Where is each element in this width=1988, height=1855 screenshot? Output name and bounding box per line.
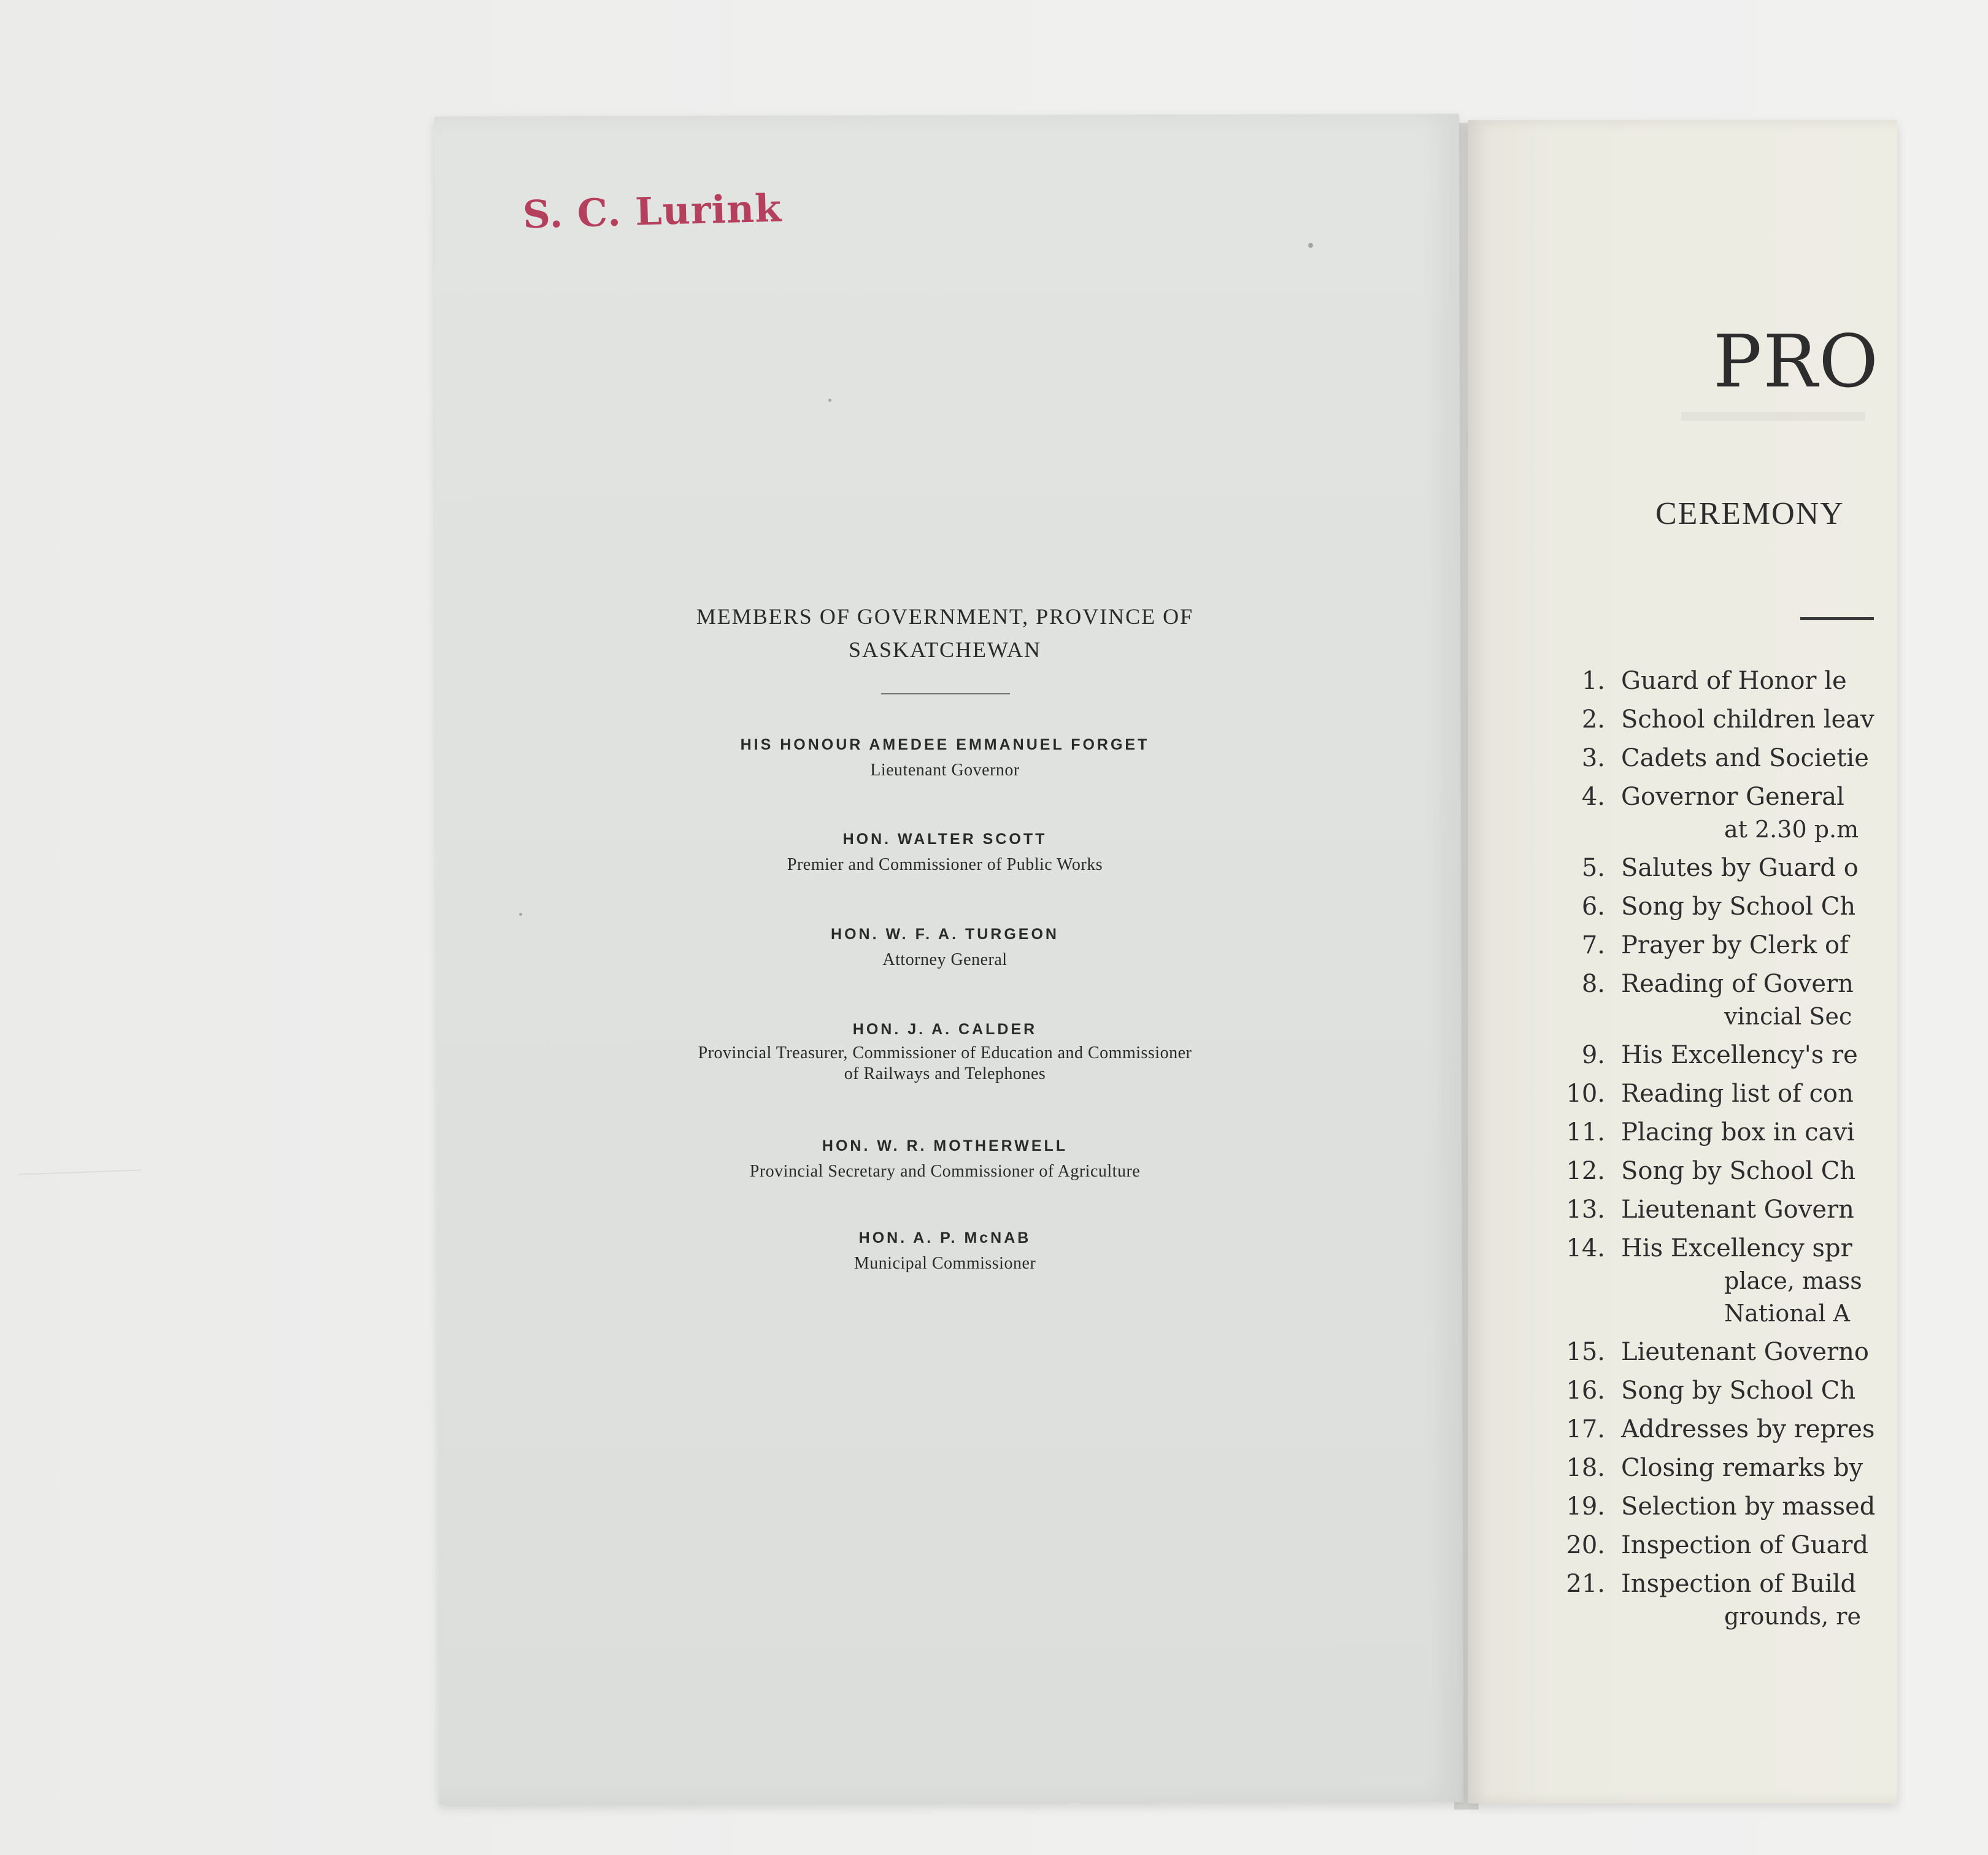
programme-item-number: 12. bbox=[1566, 1157, 1605, 1185]
member-name: HON. W. R. MOTHERWELL bbox=[822, 1137, 1068, 1154]
programme-item-number: 10. bbox=[1566, 1080, 1605, 1108]
programme-list bbox=[1558, 664, 1988, 1638]
ceremony-divider bbox=[1800, 617, 1874, 620]
programme-item-number: 18. bbox=[1566, 1454, 1605, 1482]
programme-item bbox=[1558, 851, 1988, 885]
programme-item-text: Placing box in cavi bbox=[1621, 1118, 1855, 1146]
programme-item-text: Reading list of con bbox=[1621, 1080, 1854, 1108]
programme-item bbox=[1558, 889, 1988, 924]
programme-item-continued: National A bbox=[1724, 1300, 1851, 1327]
programme-item-number: 15. bbox=[1566, 1338, 1605, 1366]
paper-speck bbox=[1308, 243, 1313, 248]
programme-item-number: 3. bbox=[1581, 744, 1605, 772]
ceremony-heading: CEREMONY bbox=[1655, 496, 1844, 531]
programme-item-number: 8. bbox=[1581, 970, 1605, 998]
programme-item-number: 1. bbox=[1581, 667, 1605, 695]
member-name: HON. WALTER SCOTT bbox=[842, 831, 1047, 848]
government-title bbox=[644, 600, 1246, 666]
programme-item bbox=[1558, 1567, 1988, 1634]
member-role-continued: of Railways and Telephones bbox=[844, 1064, 1046, 1083]
government-title-line2: SASKATCHEWAN bbox=[848, 637, 1042, 662]
member-role: Provincial Secretary and Commissioner of Agriculture bbox=[749, 1162, 1141, 1181]
programme-item-text: Inspection of Build bbox=[1621, 1570, 1857, 1598]
member-entry bbox=[626, 828, 1264, 876]
government-title-line1: MEMBERS OF GOVERNMENT, PROVINCE OF bbox=[696, 604, 1194, 629]
programme-item-number: 20. bbox=[1566, 1531, 1605, 1559]
programme-item-number: 7. bbox=[1581, 931, 1605, 959]
programme-item-text: Governor General bbox=[1621, 783, 1844, 811]
programme-item-number: 19. bbox=[1566, 1492, 1605, 1521]
member-role: Provincial Treasurer, Commissioner of Education and Commissioner bbox=[698, 1043, 1192, 1062]
programme-item bbox=[1558, 664, 1988, 698]
programme-item bbox=[1558, 702, 1988, 737]
programme-item bbox=[1558, 967, 1988, 1034]
member-name: HON. A. P. McNAB bbox=[858, 1229, 1031, 1246]
programme-item-number: 21. bbox=[1566, 1570, 1605, 1598]
member-role: Lieutenant Governor bbox=[870, 761, 1020, 780]
programme-item bbox=[1558, 1451, 1988, 1485]
paper-speck bbox=[828, 399, 831, 402]
programme-item-text: Guard of Honor le bbox=[1621, 667, 1847, 695]
programme-item-number: 5. bbox=[1581, 854, 1605, 882]
programme-item-text: His Excellency's re bbox=[1621, 1041, 1858, 1069]
programme-item-number: 11. bbox=[1566, 1118, 1605, 1146]
programme-item-text: Salutes by Guard o bbox=[1621, 854, 1859, 882]
programme-item-text: Closing remarks by bbox=[1621, 1454, 1863, 1482]
faint-print-mark bbox=[1681, 412, 1865, 421]
programme-item bbox=[1558, 1231, 1988, 1331]
programme-item-number: 2. bbox=[1581, 705, 1605, 734]
programme-item-text: Reading of Govern bbox=[1621, 970, 1854, 998]
programme-item-number: 14. bbox=[1566, 1234, 1605, 1262]
programme-item bbox=[1558, 1154, 1988, 1188]
programme-item-number: 9. bbox=[1581, 1041, 1605, 1069]
programme-item-text: Inspection of Guard bbox=[1621, 1531, 1869, 1559]
programme-item-text: Lieutenant Govern bbox=[1621, 1196, 1854, 1224]
programme-item-text: Prayer by Clerk of bbox=[1621, 931, 1849, 959]
member-entry bbox=[626, 734, 1264, 782]
programme-item bbox=[1558, 780, 1988, 847]
owner-stamp: S. C. Lurink bbox=[522, 185, 782, 237]
programme-item bbox=[1558, 928, 1988, 962]
programme-item bbox=[1558, 1038, 1988, 1072]
programme-item bbox=[1558, 1077, 1988, 1111]
programme-item-continued: at 2.30 p.m bbox=[1724, 816, 1859, 843]
programme-item bbox=[1558, 1192, 1988, 1227]
member-role: Premier and Commissioner of Public Works bbox=[787, 855, 1103, 874]
member-role: Municipal Commissioner bbox=[853, 1254, 1036, 1273]
programme-item bbox=[1558, 1528, 1988, 1562]
programme-item-continued: place, mass bbox=[1724, 1267, 1862, 1294]
programme-item bbox=[1558, 1489, 1988, 1524]
programme-item-text: Cadets and Societie bbox=[1621, 744, 1869, 772]
programme-item-number: 17. bbox=[1566, 1415, 1605, 1443]
programme-item-number: 6. bbox=[1581, 893, 1605, 921]
programme-item-text: His Excellency spr bbox=[1621, 1234, 1852, 1262]
member-entry bbox=[626, 1018, 1264, 1085]
member-name: HON. W. F. A. TURGEON bbox=[831, 926, 1059, 943]
background-scratch bbox=[18, 1170, 141, 1175]
programme-item-number: 16. bbox=[1566, 1377, 1605, 1405]
member-name: HIS HONOUR AMEDEE EMMANUEL FORGET bbox=[740, 736, 1150, 753]
programme-item-text: Lieutenant Governo bbox=[1621, 1338, 1869, 1366]
member-entry bbox=[626, 923, 1264, 971]
programme-item-text: Song by School Ch bbox=[1621, 893, 1856, 921]
programme-item-continued: vincial Sec bbox=[1724, 1003, 1852, 1030]
programme-item-text: Addresses by repres bbox=[1621, 1415, 1875, 1443]
programme-heading: PRO bbox=[1713, 319, 1879, 404]
member-entry bbox=[626, 1135, 1264, 1183]
paper-speck bbox=[519, 913, 522, 916]
member-name: HON. J. A. CALDER bbox=[852, 1021, 1038, 1038]
programme-item-text: Song by School Ch bbox=[1621, 1377, 1856, 1405]
programme-item-number: 13. bbox=[1566, 1196, 1605, 1224]
programme-item bbox=[1558, 1335, 1988, 1369]
programme-item-text: Selection by massed bbox=[1621, 1492, 1876, 1521]
programme-item-continued: grounds, re bbox=[1724, 1603, 1861, 1630]
programme-item bbox=[1558, 1412, 1988, 1446]
programme-item-number: 4. bbox=[1581, 783, 1605, 811]
programme-item-text: Song by School Ch bbox=[1621, 1157, 1856, 1185]
programme-item bbox=[1558, 741, 1988, 775]
title-divider bbox=[881, 693, 1010, 694]
programme-item bbox=[1558, 1373, 1988, 1408]
programme-item-text: School children leav bbox=[1621, 705, 1874, 734]
member-entry bbox=[626, 1227, 1264, 1275]
programme-item bbox=[1558, 1115, 1988, 1150]
member-role: Attorney General bbox=[882, 950, 1007, 969]
